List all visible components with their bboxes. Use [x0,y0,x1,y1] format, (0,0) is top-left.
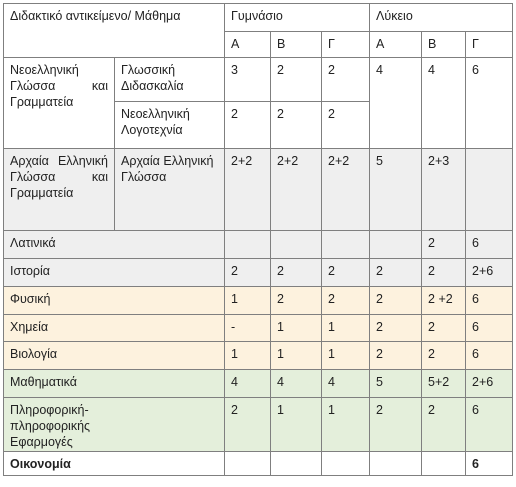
table-row [4,287,513,315]
grade-g-c: Γ [322,32,370,58]
cell: 4 [271,370,322,398]
cell: 5 [370,149,422,231]
cell [322,231,370,259]
cell: 3 [225,58,271,102]
cell: 2 [271,102,322,149]
cell: 6 [466,287,513,315]
subject-pliroforiki [4,398,225,452]
subject-neoelliniki: Νεοελληνική Γλώσσα και Γραμματεία [4,58,115,149]
cell: 4 [225,370,271,398]
cell [271,231,322,259]
table-row [4,58,513,102]
cell: 4 [422,58,466,149]
cell: 1 [225,342,271,370]
cell: 2 [271,58,322,102]
table-row [4,398,513,452]
table-row [4,231,513,259]
subject-pliroforiki-label: Πληροφορική-πληροφορικής Εφαρμογές [10,403,91,449]
cell: 2 [422,342,466,370]
cell [322,452,370,476]
grade-g-a: Α [225,32,271,58]
header-gymnasio: Γυμνάσιο [225,4,370,32]
cell: 2 [422,259,466,287]
cell: 2 [322,58,370,102]
cell: 2 [322,259,370,287]
cell: 2+2 [225,149,271,231]
cell [225,452,271,476]
subject-fysiki: Φυσική [4,287,225,315]
table-row [4,342,513,370]
table-row [4,315,513,342]
subject-oikonomia: Οικονομία [4,452,225,476]
cell [466,149,513,231]
grade-g-b: Β [271,32,322,58]
grade-l-c: Γ [466,32,513,58]
subject-ximeia: Χημεία [4,315,225,342]
table-row [4,259,513,287]
subject-latinika: Λατινικά [4,231,225,259]
cell: 4 [370,58,422,149]
table-row [4,452,513,476]
cell: 1 [271,342,322,370]
cell: 2 [225,398,271,452]
cell: 2 [422,231,466,259]
cell: 1 [322,342,370,370]
cell: 2+6 [466,370,513,398]
cell: 2 [271,259,322,287]
grade-l-b: Β [422,32,466,58]
cell: 6 [466,315,513,342]
cell: 2 [225,102,271,149]
cell: 1 [225,287,271,315]
cell: 1 [271,398,322,452]
sub-logotexnia: Νεοελληνική Λογοτεχνία [115,102,225,149]
cell: 2 [322,287,370,315]
cell [370,231,422,259]
cell: 4 [322,370,370,398]
cell: 2 [370,315,422,342]
cell: 2 [422,398,466,452]
cell: 2+2 [271,149,322,231]
subject-istoria: Ιστορία [4,259,225,287]
cell: 1 [322,398,370,452]
subject-arxaia: Αρχαία Ελληνική Γλώσσα και Γραμματεία [4,149,115,231]
table-row [4,370,513,398]
cell [370,452,422,476]
cell: 5+2 [422,370,466,398]
header-subject: Διδακτικό αντικείμενο/ Μάθημα [4,4,225,58]
cell: 6 [466,58,513,149]
cell [225,231,271,259]
subject-mathimatika: Μαθηματικά [4,370,225,398]
cell: - [225,315,271,342]
cell: 2 [422,315,466,342]
cell: 2+2 [322,149,370,231]
cell: 5 [370,370,422,398]
subject-viologia: Βιολογία [4,342,225,370]
curriculum-table [3,3,513,476]
sub-arxaia: Αρχαία Ελληνική Γλώσσα [115,149,225,231]
cell: 1 [322,315,370,342]
sub-glossiki: Γλωσσική Διδασκαλία [115,58,225,102]
table-row [4,149,513,231]
cell [271,452,322,476]
cell: 2+3 [422,149,466,231]
cell: 2+6 [466,259,513,287]
grade-l-a: Α [370,32,422,58]
header-lykeio: Λύκειο [370,4,513,32]
cell: 6 [466,342,513,370]
cell: 2 [370,398,422,452]
cell: 2 [271,287,322,315]
cell: 2 [370,259,422,287]
cell: 6 [466,398,513,452]
header-row [4,4,513,32]
cell: 2 [225,259,271,287]
cell: 6 [466,231,513,259]
cell [422,452,466,476]
cell: 2 [370,287,422,315]
cell: 1 [271,315,322,342]
cell: 2 [370,342,422,370]
cell: 6 [466,452,513,476]
cell: 2 [322,102,370,149]
cell: 2 +2 [422,287,466,315]
